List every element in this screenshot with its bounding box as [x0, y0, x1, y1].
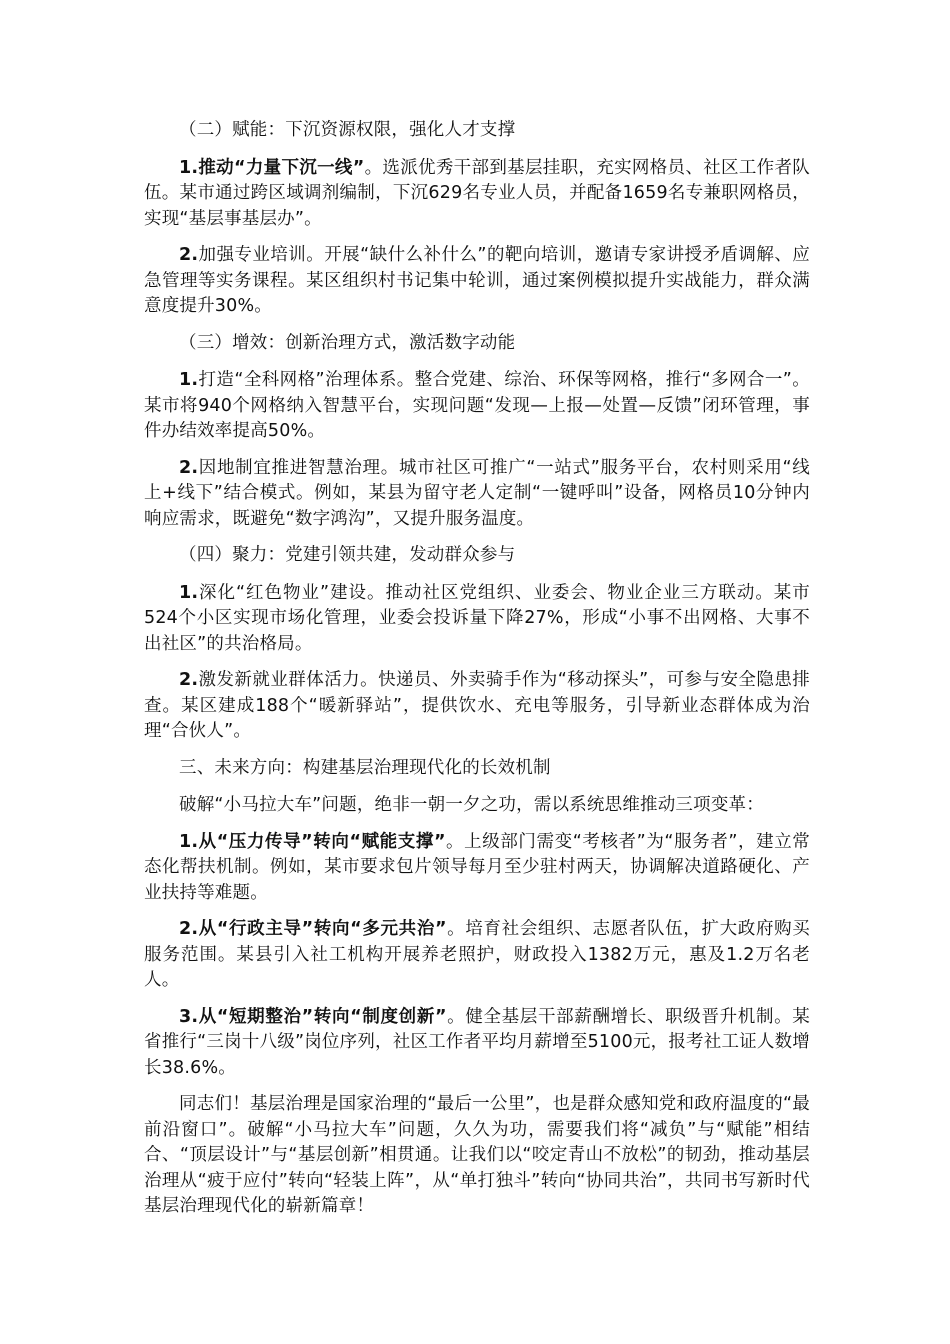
paragraph-text: 深化“红色物业”建设。推动社区党组织、业委会、物业企业三方联动。某市524个小区实现市场化管理，业委会投诉量下降27%，形成“小事不出网格、大事不出社区”的共治格局。: [144, 582, 810, 654]
paragraph-text: 打造“全科网格”治理体系。整合党建、综治、环保等网格，推行“多网合一”。某市将940个网格纳入智慧平台，实现问题“发现—上报—处置—反馈”闭环管理，事件办结效率提高50%。: [144, 370, 810, 441]
paragraph-lead: 2.: [179, 457, 199, 478]
paragraph: [144, 1005, 810, 1082]
paragraph: [144, 1092, 810, 1220]
paragraph-lead: 3.从“短期整治”转向“制度创新”: [179, 1006, 447, 1027]
paragraph-text: 。选派优秀干部到基层挂职，充实网格员、社区工作者队伍。某市通过跨区域调剂编制，下沉629名专业人员，并配备1659名专兼职网格员，实现“基层事基层办”。: [144, 157, 810, 229]
paragraph-lead: 1.推动“力量下沉一线”: [179, 157, 365, 178]
document-page: [144, 118, 810, 1231]
paragraph-lead: 2.从“行政主导”转向“多元共治”: [179, 919, 447, 939]
section-heading: （二）赋能：下沉资源权限，强化人才支撑: [179, 120, 516, 140]
paragraph-lead: 2.: [179, 670, 199, 690]
section-heading: （三）增效：创新治理方式，激活数字动能: [179, 332, 516, 353]
paragraph-text: 因地制宜推进智慧治理。城市社区可推广“一站式”服务平台，农村则采用“线上+线下”结合模式。例如，某县为留守老人定制“一键呼叫”设备，网格员10分钟内响应需求，既避免“数字鸿沟”，又提升服务温度。: [144, 457, 810, 529]
paragraph-text: 同志们！基层治理是国家治理的“最后一公里”，也是群众感知党和政府温度的“最前沿窗口”。破解“小马拉大车”问题，久久为功，需要我们将“减负”与“赋能”相结合、“顶层设计”与“基层创新”相贯通。让我们以“咬定青山不放松”的韧劲，推动基层治理从“疲于应付”转向“轻装上阵”，从“单打独斗”转向“协同共治”，共同书写新时代基层治理现代化的崭新篇章！: [144, 1094, 810, 1216]
paragraph-text: 。上级部门需变“考核者”为“服务者”，建立常态化帮扶机制。例如，某市要求包片领导每月至少驻村两天，协调解决道路硬化、产业扶持等难题。: [144, 831, 810, 903]
paragraph: [144, 668, 810, 745]
paragraph: [144, 830, 810, 907]
paragraph-lead: 1.: [179, 582, 199, 603]
paragraph-text: 。健全基层干部薪酬增长、职级晋升机制。某省推行“三岗十八级”岗位序列，社区工作者平均月薪增至5100元，报考社工证人数增长38.6%。: [144, 1006, 810, 1078]
paragraph: [144, 156, 810, 233]
paragraph: [144, 243, 810, 320]
paragraph-text: 破解“小马拉大车”问题，绝非一朝一夕之功，需以系统思维推动三项变革：: [179, 795, 764, 815]
paragraph: [144, 581, 810, 658]
paragraph-lead: 1.: [179, 370, 199, 390]
paragraph-lead: 1.从“压力传导”转向“赋能支撑”: [179, 831, 446, 852]
paragraph: [144, 368, 810, 445]
paragraph: [144, 456, 810, 533]
paragraph-text: 激发新就业群体活力。快递员、外卖骑手作为“移动探头”，可参与安全隐患排查。某区建成188个“暖新驿站”，提供饮水、充电等服务，引导新业态群体成为治理“合伙人”。: [144, 670, 810, 741]
paragraph-text: 。培育社会组织、志愿者队伍，扩大政府购买服务范围。某县引入社工机构开展养老照护，财政投入1382万元，惠及1.2万名老人。: [144, 919, 810, 990]
section-heading: （四）聚力：党建引领共建，发动群众参与: [179, 545, 516, 565]
paragraph-text: 加强专业培训。开展“缺什么补什么”的靶向培训，邀请专家讲授矛盾调解、应急管理等实务课程。某区组织村书记集中轮训，通过案例模拟提升实战能力，群众满意度提升30%。: [144, 245, 810, 316]
paragraph-lead: 2.: [179, 245, 199, 265]
paragraph: [144, 917, 810, 994]
section-heading: 三、未来方向：构建基层治理现代化的长效机制: [179, 757, 551, 778]
paragraph: [144, 793, 810, 819]
